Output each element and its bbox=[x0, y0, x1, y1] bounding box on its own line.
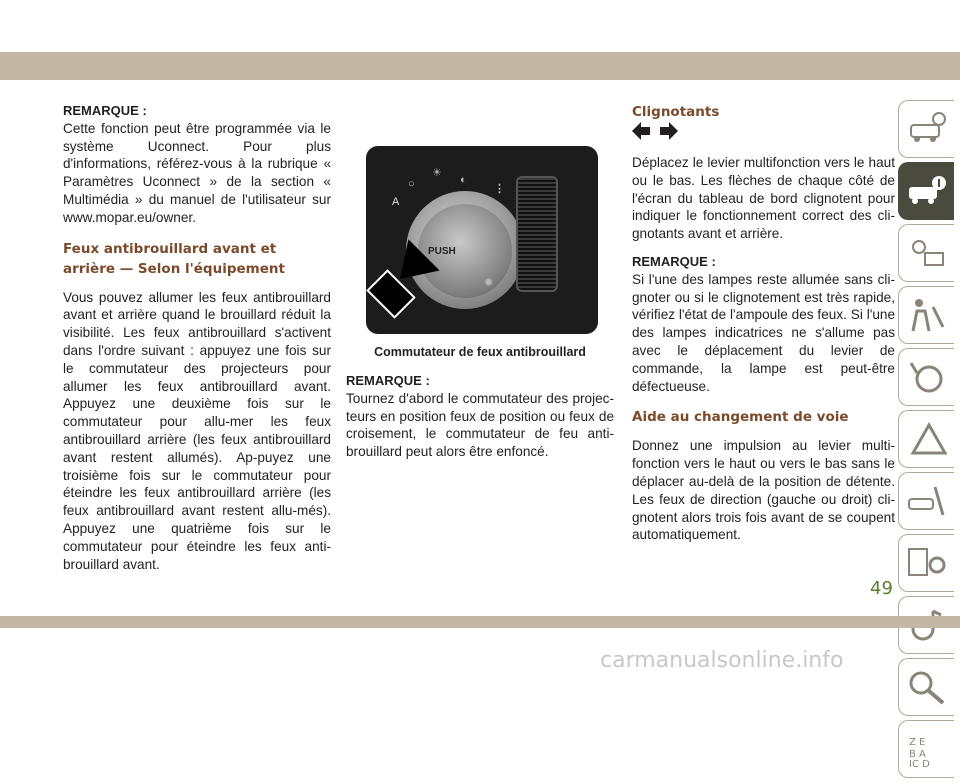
auto-label: A bbox=[392, 196, 400, 208]
tab-safety[interactable] bbox=[898, 286, 954, 344]
column-right bbox=[632, 102, 895, 544]
svg-text:IC D: IC D bbox=[909, 759, 930, 767]
note-text: Cette fonction peut être programmée via le système Uconnect. Pour plus d'informations, référez-vous à la rubrique « Paramètres Uconnect » de la section « Multimédia » du manuel de l'utilisateur sur www.mopar.eu/owner. bbox=[63, 120, 331, 225]
warning-light-icon bbox=[907, 235, 947, 271]
indicator-marks: ⋮ bbox=[494, 183, 505, 195]
tab-specifications[interactable] bbox=[898, 534, 954, 592]
search-icon bbox=[907, 669, 947, 705]
note-text: Tournez d'abord le commutateur des projec-teurs en position feux de position ou feux de croisement, le commutateur de feu anti-brouillard peut alors être enfoncé. bbox=[346, 390, 614, 460]
note-label: REMARQUE : bbox=[346, 373, 430, 388]
section-heading-turn-signals: Clignotants bbox=[632, 104, 720, 120]
top-band bbox=[0, 52, 960, 80]
lane-change-body: Donnez une impulsion au levier multi-fonction vers le haut ou vers le bas sans le déplacer au-delà de la position de détente. Les feux de direction (gauche ou droit) cli-gnotent alors trois fois avant de se coupent automatiquement. bbox=[632, 438, 895, 543]
svg-text:B A: B A bbox=[909, 749, 926, 760]
section-heading-lane-change: Aide au changement de voie bbox=[632, 409, 849, 426]
steering-wheel-icon bbox=[907, 359, 947, 395]
dimmer-icon: ✺ bbox=[484, 277, 494, 289]
specs-gear-icon bbox=[907, 545, 947, 581]
wrench-icon bbox=[907, 483, 947, 519]
tab-index[interactable] bbox=[898, 720, 954, 778]
chapter-tabs bbox=[898, 100, 956, 782]
push-label: PUSH bbox=[428, 246, 456, 257]
svg-text:Z E: Z E bbox=[909, 737, 926, 748]
section-heading-fog-lights: Feux antibrouillard avant et arrière — Selon l'équipement bbox=[63, 240, 285, 277]
off-icon: ○ bbox=[408, 178, 415, 190]
car-info-icon bbox=[907, 111, 947, 147]
tab-driving[interactable] bbox=[898, 348, 954, 406]
page-number: 49 bbox=[870, 578, 893, 599]
index-icon bbox=[907, 731, 947, 767]
bottom-band bbox=[0, 616, 960, 628]
dimmer-wheel bbox=[516, 176, 558, 292]
turn-signals-body: Déplacez le levier multifonction vers le haut ou le bas. Les flèches de chaque côté de l'écran du tableau de bord clignotent pour indiquer le fonctionnement correct des cli-gnotants avant et arrière. bbox=[632, 155, 895, 242]
tab-emergency[interactable] bbox=[898, 410, 954, 468]
note-label: REMARQUE : bbox=[63, 103, 147, 118]
tab-car-info-active[interactable] bbox=[898, 162, 954, 220]
parking-light-icon: ☀ bbox=[432, 167, 442, 179]
fog-lights-body: Vous pouvez allumer les feux antibrouillard avant et arrière quand le brouillard réduit la visibilité. Les feux antibrouillard s'activent dans l'ordre suivant : appuyez une fois sur le commutateur des projecteurs pour allumer les feux antibrouillard avant. Appuyez une deuxième fois sur le commutateur pour allu-mer les feux antibrouillard arrière (les feux antibrouillard avant restent allumés). Ap-puyez une troisième fois sur le commutateur pour éteindre les feux antibrouillard arrière (les feux antibrouillard avant restent allu-més). Appuyez une quatrième fois sur le commutateur pour éteindre les feux anti-brouillard avant. bbox=[63, 289, 331, 572]
column-left bbox=[63, 102, 331, 573]
figure-caption: Commutateur de feux antibrouillard bbox=[374, 345, 586, 359]
note-text: Si l'une des lampes reste allumée sans cli-gnoter ou si le clignotement est très rapide, vérifiez l'état de l'ampoule des feux. Si l'une des lampes indicatrices ne s'allume pas avec le déplacement du levier de commande, la lampe est peut-être défectueuse. bbox=[632, 271, 895, 394]
car-info-active-icon bbox=[907, 173, 947, 209]
fog-light-switch-figure bbox=[366, 146, 598, 334]
watermark: carmanualsonline.info bbox=[600, 648, 844, 673]
warning-triangle-icon bbox=[907, 421, 947, 457]
tab-warning-lights[interactable] bbox=[898, 224, 954, 282]
person-safety-icon bbox=[907, 297, 947, 333]
tab-maintenance[interactable] bbox=[898, 472, 954, 530]
turn-arrows-icon bbox=[632, 122, 895, 144]
tab-car-info[interactable] bbox=[898, 100, 954, 158]
tab-search[interactable] bbox=[898, 658, 954, 716]
column-middle bbox=[346, 372, 614, 461]
note-label: REMARQUE : bbox=[632, 253, 716, 269]
low-beam-icon: ◐ bbox=[460, 174, 467, 186]
